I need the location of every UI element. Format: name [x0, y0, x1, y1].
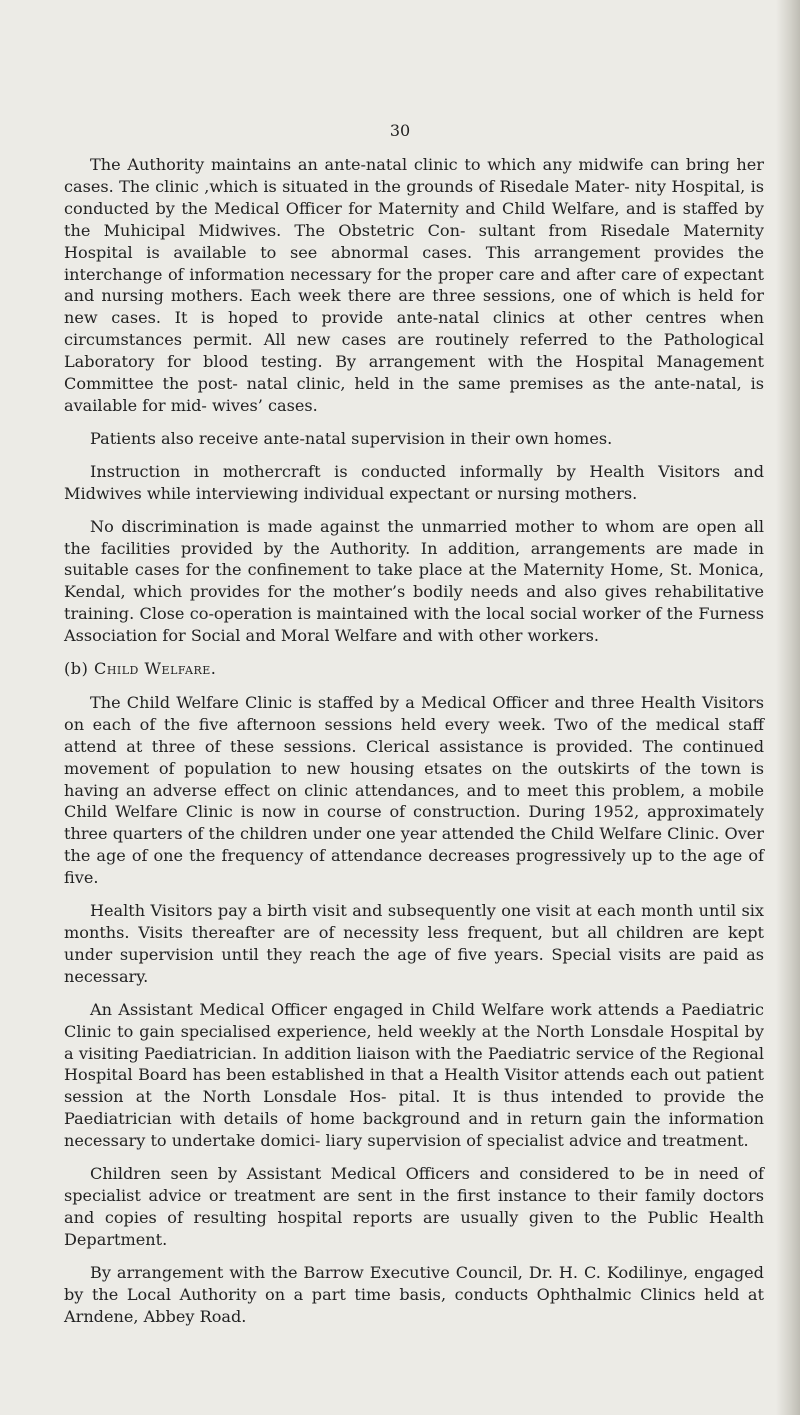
paragraph-child-welfare-clinic: The Child Welfare Clinic is staffed by a Medical Officer and three Health Visitors on each of the five afternoon sessions held every week. Two of the medical staff attend at three of these sessions. Clerical assistance is provided. The continued movement of population to new housing etsates on the outskirts of the town is having an adverse effect on clinic attendances, and to meet this problem, a mobile Child Welfare Clinic is now in course of construction. During 1952, approximately three quarters of the children under one year attended the Child Welfare Clinic. Over the age of one the frequency of attendance decreases progressively up to the age of five.	[64, 692, 764, 888]
paragraph-ophthalmic-clinics: By arrangement with the Barrow Executive Council, Dr. H. C. Kodilinye, engaged by the Local Authority on a part time basis, conducts Ophthalmic Clinics held at Arndene, Abbey Road.	[64, 1262, 764, 1326]
document-body	[64, 154, 764, 1338]
paragraph-ante-natal-clinic: The Authority maintains an ante-natal clinic to which any midwife can bring her cases. The clinic ,which is situated in the grounds of Risedale Mater- nity Hospital, is conducted by the Medical Officer for Maternity and Child Welfare, and is staffed by the Muhicipal Midwives. The Obstetric Con- sultant from Risedale Maternity Hospital is available to see abnormal cases. This arrangement provides the interchange of information necessary for the proper care and after care of expectant and nursing mothers. Each week there are three sessions, one of which is held for new cases. It is hoped to provide ante-natal clinics at other centres when circumstances permit. All new cases are routinely referred to the Pathological Laboratory for blood testing. By arrangement with the Hospital Management Committee the post- natal clinic, held in the same premises as the ante-natal, is available for mid- wives’ cases.	[64, 155, 764, 415]
paragraph-specialist-advice: Children seen by Assistant Medical Officers and considered to be in need of specialist advice or treatment are sent in the first instance to their family doctors and copies of resulting hospital reports are usually given to the Public Health Department.	[64, 1164, 764, 1249]
paragraph-paediatric-clinic: An Assistant Medical Officer engaged in Child Welfare work attends a Paediatric Clinic to gain specialised experience, held weekly at the North Lonsdale Hospital by a visiting Paediatrician. In addition liaison with the Paediatric service of the Regional Hospital Board has been established in that a Health Visitor attends each out patient session at the North Lonsdale Hos- pital. It is thus intended to provide the Paediatrician with details of home background and in return gain the information necessary to undertake domici- liary supervision of specialist advice and treatment.	[64, 999, 764, 1151]
paragraph-unmarried-mother: No discrimination is made against the unmarried mother to whom are open all the facilities provided by the Authority. In addition, arrangements are made in suitable cases for the confinement to take place at the Maternity Home, St. Monica, Kendal, which provides for the mother’s bodily needs and also gives rehabilitative training. Close co-operation is maintained with the local social worker of the Furness Association for Social and Moral Welfare and with other workers.	[64, 516, 764, 646]
page-edge-shadow	[776, 0, 800, 1415]
paragraph-mothercraft: Instruction in mothercraft is conducted informally by Health Visitors and Midwives while interviewing individual expectant or nursing mothers.	[64, 461, 764, 503]
section-heading-prefix: (b)	[64, 659, 89, 679]
paragraph-health-visitors: Health Visitors pay a birth visit and subsequently one visit at each month until six months. Visits thereafter are of necessity less frequent, but all children are kept under supervision until they reach the age of five years. Special visits are paid as necessary.	[64, 901, 764, 986]
section-heading-child-welfare	[64, 658, 764, 680]
page-number: 30	[389, 121, 411, 140]
paragraph-home-supervision: Patients also receive ante-natal supervision in their own homes.	[90, 428, 613, 448]
section-heading-title: Child Welfare.	[94, 659, 217, 679]
